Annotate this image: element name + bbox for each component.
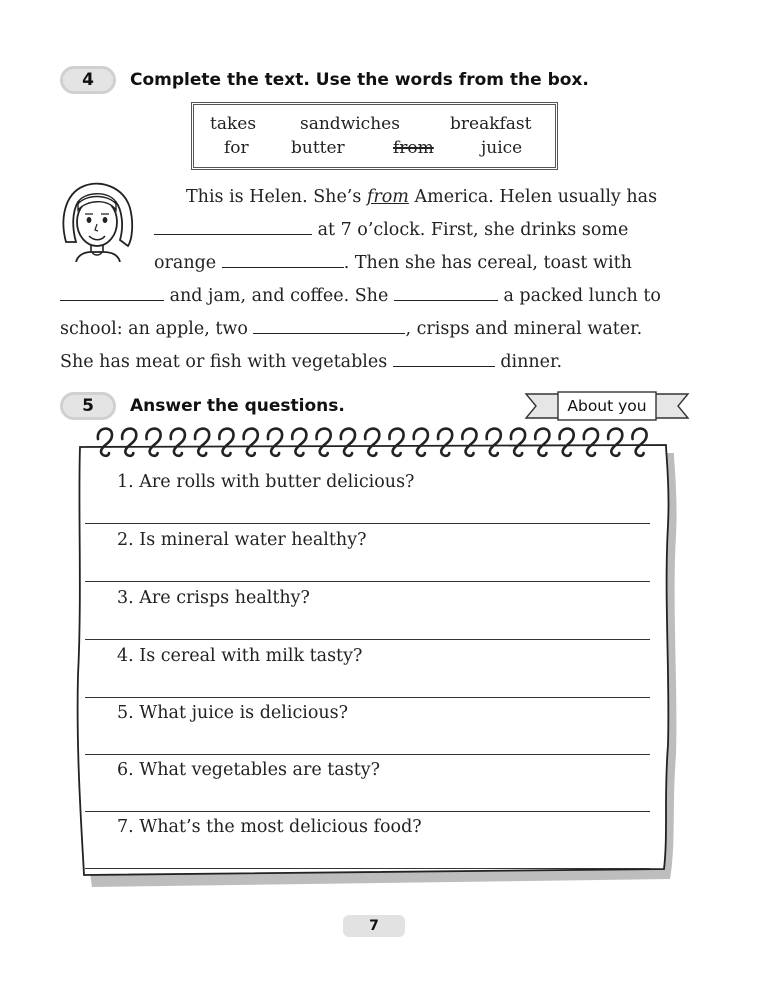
answer-line-7[interactable] [85,868,650,869]
question-text: What’s the most delicious food? [139,817,422,837]
blank-5[interactable] [253,318,405,334]
question-number: 2. [117,530,134,550]
about-you-label: About you [567,397,647,415]
answer-line-4[interactable] [85,697,650,698]
question-text: What vegetables are tasty? [139,760,381,780]
answer-line-2[interactable] [85,581,650,582]
text-line-4-end: a packed lunch to [497,286,661,306]
blank-6[interactable] [393,351,495,367]
exercise-4-number: 4 [60,66,116,94]
blank-4[interactable] [394,285,498,301]
word-juice: juice [481,138,523,158]
text-line-2-content: at 7 o’clock. First, she drinks some [312,220,629,240]
answer-line-3[interactable] [85,639,650,640]
question-text: Are rolls with butter delicious? [139,472,415,492]
exercise-5-number: 5 [60,392,116,420]
text-line-3-end: . Then she has cereal, toast with [343,253,632,273]
text-line-2 [154,217,628,243]
word-from-crossed-out: from [393,138,434,158]
page-number: 7 [343,915,405,937]
text-line-1-start: This is Helen. She’s [186,187,367,207]
helen-illustration [58,180,138,262]
text-line-6-end: dinner. [494,352,563,372]
word-box [191,102,558,170]
answer-line-5[interactable] [85,754,650,755]
text-line-4-middle: and jam, and coffee. She [164,286,394,306]
text-line-1-end: America. Helen usually has [408,187,658,207]
question-text: What juice is delicious? [139,703,349,723]
question-number: 5. [117,703,134,723]
word-takes: takes [210,114,257,134]
answer-line-1[interactable] [85,523,650,524]
word-sandwiches: sandwiches [300,114,400,134]
text-line-3 [154,250,632,276]
text-line-3-start: orange [154,253,222,273]
question-6 [117,760,380,780]
text-line-4 [60,283,661,309]
exercise-5-instruction: Answer the questions. [130,396,345,416]
question-4 [117,646,362,666]
text-line-6 [60,349,562,375]
question-1 [117,472,414,492]
exercise-4-instruction: Complete the text. Use the words from the box. [130,70,589,90]
question-number: 6. [117,760,134,780]
question-number: 1. [117,472,134,492]
question-number: 4. [117,646,134,666]
text-line-5-start: school: an apple, two [60,319,254,339]
question-text: Is cereal with milk tasty? [139,646,363,666]
word-butter: butter [291,138,345,158]
question-3 [117,588,310,608]
question-text: Are crisps healthy? [139,588,310,608]
question-7 [117,817,422,837]
example-answer-from: from [366,187,409,207]
question-5 [117,703,348,723]
question-2 [117,530,366,550]
question-number: 3. [117,588,134,608]
word-breakfast: breakfast [450,114,532,134]
answer-line-6[interactable] [85,811,650,812]
word-for: for [224,138,249,158]
text-line-5-end: , crisps and mineral water. [405,319,643,339]
question-text: Is mineral water healthy? [139,530,367,550]
text-line-1 [186,184,657,210]
blank-2[interactable] [222,252,344,268]
blank-1[interactable] [154,219,312,235]
blank-3[interactable] [60,285,164,301]
text-line-5 [60,316,642,342]
question-number: 7. [117,817,134,837]
text-line-6-start: She has meat or fish with vegetables [60,352,393,372]
